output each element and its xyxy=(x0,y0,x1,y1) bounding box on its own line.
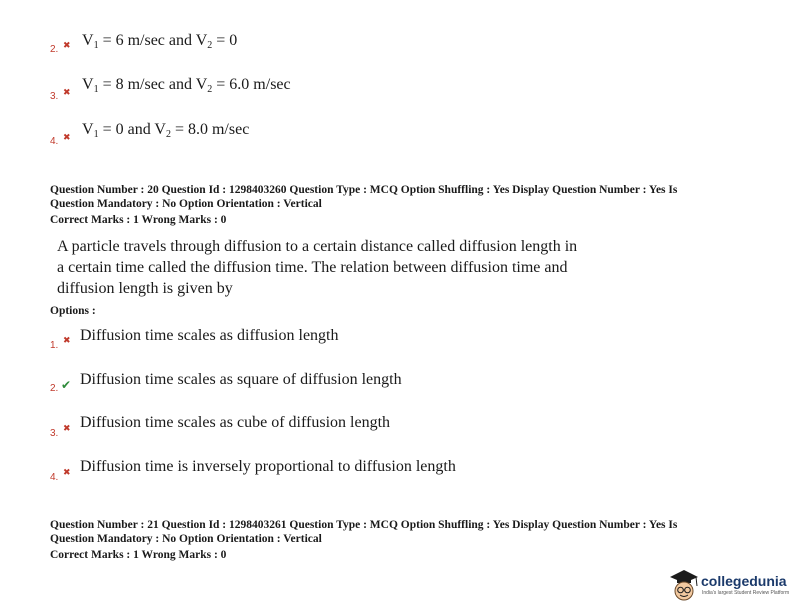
question-text-line-3: diffusion length is given by xyxy=(57,280,233,297)
wrong-mark-icon: ✖ xyxy=(63,133,71,143)
option-text: $V_1 = 6$ m/sec and $V_2 = 0$ xyxy=(82,32,238,51)
wrong-mark-icon: ✖ xyxy=(63,424,71,434)
option-text: Diffusion time scales as cube of diffusion length xyxy=(80,414,391,431)
question-meta-line-2: Question Mandatory : No Option Orientation : Vertical xyxy=(50,198,322,210)
option-number: 2. xyxy=(50,44,59,55)
wrong-mark-icon: ✖ xyxy=(63,88,71,98)
option-number: 3. xyxy=(50,91,59,102)
question-text-line-2: a certain time called the diffusion time. The relation between diffusion time and xyxy=(57,259,568,276)
option-text: Diffusion time scales as square of diffusion length xyxy=(80,371,402,388)
option-number: 4. xyxy=(50,472,59,483)
option-number: 1. xyxy=(50,340,59,351)
question-text-line-1: A particle travels through diffusion to a certain distance called diffusion length in xyxy=(57,238,578,255)
option-text: $V_1 = 0$ and $V_2 = 8.0$ m/sec xyxy=(82,121,250,140)
question-meta-line-1: Question Number : 21 Question Id : 1298403261 Question Type : MCQ Option Shuffling : Yes Display Question Number : Yes Is xyxy=(50,519,678,531)
question-meta-line-2: Question Mandatory : No Option Orientation : Vertical xyxy=(50,533,322,545)
question-meta-line-1: Question Number : 20 Question Id : 1298403260 Question Type : MCQ Option Shuffling : Yes Display Question Number : Yes Is xyxy=(50,184,678,196)
wrong-mark-icon: ✖ xyxy=(63,336,71,346)
options-label: Options : xyxy=(50,305,96,317)
collegedunia-logo xyxy=(668,568,788,606)
option-number: 3. xyxy=(50,428,59,439)
question-marks: Correct Marks : 1 Wrong Marks : 0 xyxy=(50,214,227,226)
option-number: 4. xyxy=(50,136,59,147)
wrong-mark-icon: ✖ xyxy=(63,468,71,478)
option-text: Diffusion time is inversely proportional to diffusion length xyxy=(80,458,456,475)
wrong-mark-icon: ✖ xyxy=(63,41,71,51)
option-text: Diffusion time scales as diffusion length xyxy=(80,327,339,344)
logo-tagline: India's largest Student Review Platform xyxy=(702,590,790,596)
correct-check-icon: ✔ xyxy=(61,378,72,392)
option-number: 2. xyxy=(50,383,59,394)
mascot-icon xyxy=(668,568,700,604)
option-text: $V_1 = 8$ m/sec and $V_2 = 6.0$ m/sec xyxy=(82,76,291,95)
question-marks: Correct Marks : 1 Wrong Marks : 0 xyxy=(50,549,227,561)
logo-wordmark: collegedunia xyxy=(701,573,787,589)
